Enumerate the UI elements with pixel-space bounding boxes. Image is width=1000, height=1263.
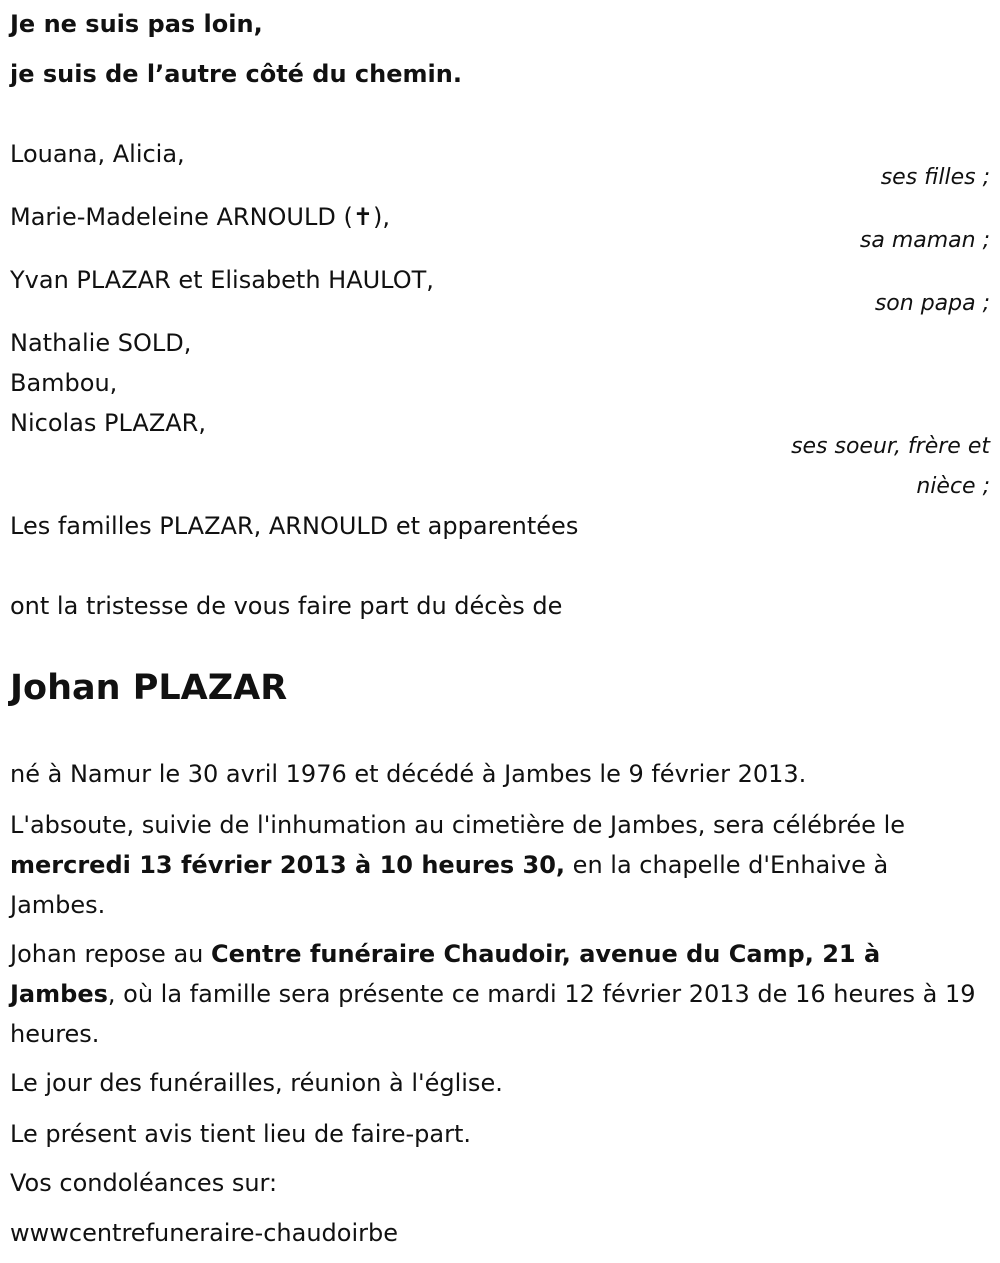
notice-line: Le présent avis tient lieu de faire-part. — [10, 1120, 472, 1148]
daughters-names: Louana, Alicia, — [10, 140, 185, 168]
daughters-relation: ses filles ; — [880, 165, 990, 190]
father-relation: son papa ; — [874, 291, 990, 316]
ceremony-paragraph — [10, 805, 985, 925]
condolences-website: wwwcentrefuneraire-chaudoirbe — [10, 1219, 398, 1247]
poem-line-1: Je ne suis pas loin, — [10, 10, 263, 38]
deceased-name: Johan PLAZAR — [10, 668, 288, 708]
mother-relation: sa maman ; — [859, 228, 990, 253]
siblings-relation-line-1: ses soeur, frère et — [791, 434, 990, 459]
sibling-name: Nicolas PLAZAR, — [10, 409, 206, 437]
reunion-line: Le jour des funérailles, réunion à l'église. — [10, 1069, 503, 1097]
sibling-name: Bambou, — [10, 369, 118, 397]
rest-location: Centre funéraire Chaudoir, avenue du Camp, 21 à Jambes — [10, 940, 881, 1008]
birth-death-line: né à Namur le 30 avril 1976 et décédé à Jambes le 9 février 2013. — [10, 760, 807, 788]
families-line: Les familles PLAZAR, ARNOULD et apparentées — [10, 512, 579, 540]
poem-line-2: je suis de l’autre côté du chemin. — [10, 60, 462, 88]
father-name: Yvan PLAZAR et Elisabeth HAULOT, — [10, 266, 434, 294]
ceremony-place: en la chapelle d'Enhaive à Jambes. — [10, 851, 889, 919]
siblings-relation-line-2: nièce ; — [916, 474, 990, 499]
rest-hours: , où la famille sera présente ce mardi 12 février 2013 de 16 heures à 19 heures. — [10, 980, 976, 1048]
condolences-label: Vos condoléances sur: — [10, 1169, 278, 1197]
ceremony-text: L'absoute, suivie de l'inhumation au cimetière de Jambes, sera célébrée le — [10, 811, 905, 839]
ceremony-date: mercredi 13 février 2013 à 10 heures 30, — [10, 851, 566, 879]
rest-paragraph — [10, 934, 985, 1054]
rest-text: Johan repose au — [10, 940, 211, 968]
announcement-line: ont la tristesse de vous faire part du décès de — [10, 592, 563, 620]
mother-name: Marie-Madeleine ARNOULD (✝), — [10, 203, 390, 231]
sibling-name: Nathalie SOLD, — [10, 329, 192, 357]
